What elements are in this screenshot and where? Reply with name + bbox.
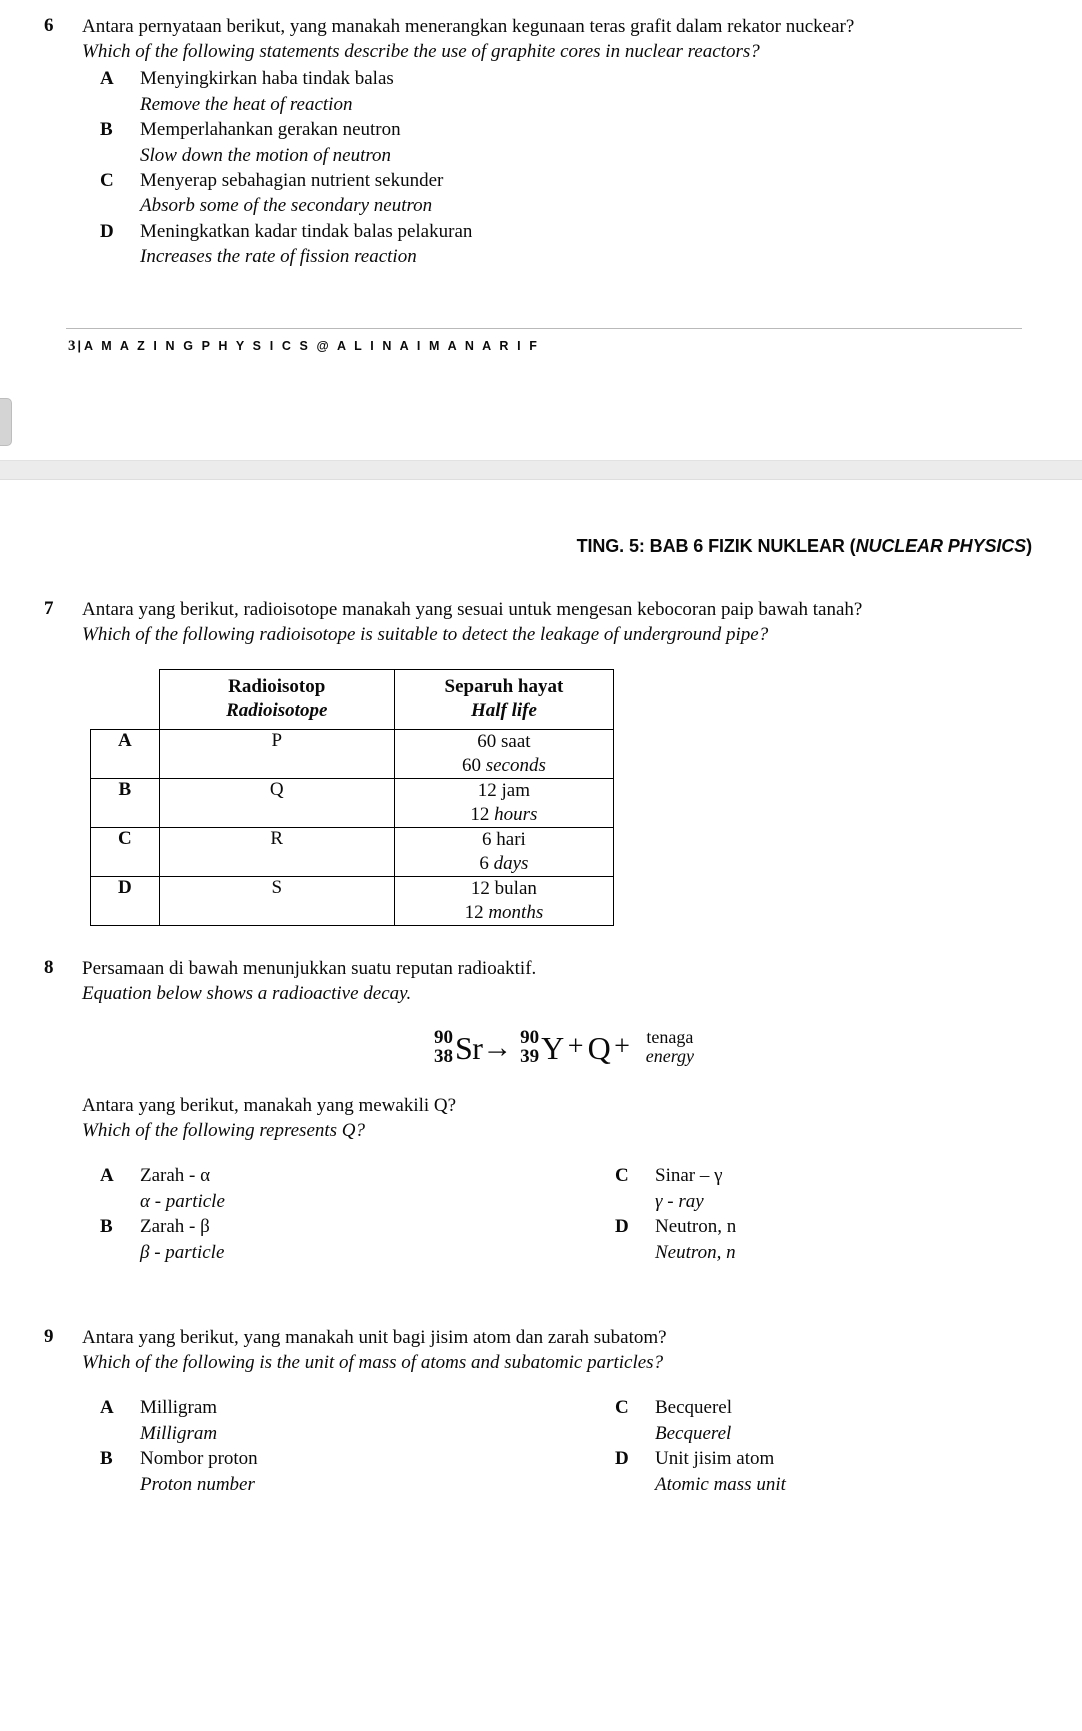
page-title-prefix: TING. 5: BAB 6 FIZIK NUKLEAR (: [576, 536, 856, 556]
option-b[interactable]: [100, 1214, 573, 1265]
page-footer: [36, 329, 1046, 355]
page-title: [36, 536, 1046, 557]
row-b-letter: B: [91, 778, 160, 827]
option-c-letter: C: [100, 169, 114, 191]
scroll-handle[interactable]: [0, 398, 12, 446]
parent-symbol: Sr: [454, 1029, 483, 1066]
option-d-malay: Neutron, n: [655, 1216, 737, 1238]
option-c[interactable]: [100, 168, 1046, 219]
option-b[interactable]: [100, 1446, 573, 1497]
option-b-english: Proton number: [140, 1473, 255, 1495]
row-d-letter: D: [91, 876, 160, 925]
row-d-halflife-number: 12: [464, 901, 484, 923]
option-d-english: Neutron, n: [655, 1241, 736, 1263]
page-title-english: NUCLEAR PHYSICS: [855, 536, 1027, 556]
option-c-malay: Sinar – γ: [655, 1165, 723, 1187]
table-row[interactable]: [91, 778, 614, 827]
question-7-stem-english: Which of the following radioisotope is suitable to detect the leakage of underground pipe?: [82, 624, 769, 646]
question-8-subq-malay: Antara yang berikut, manakah yang mewakili Q?: [82, 1095, 457, 1117]
question-7: [36, 597, 1046, 647]
option-a-malay: Zarah - α: [140, 1165, 211, 1187]
header-radioisotope-malay: Radioisotop: [228, 676, 326, 698]
footer-page-number: 3: [68, 337, 76, 354]
row-a-halflife-english: seconds: [485, 754, 546, 776]
plus-sign-2: +: [614, 1031, 630, 1063]
row-c-isotope: R: [159, 827, 394, 876]
table-corner-cell: [91, 670, 160, 730]
row-a-halflife-malay: 60 saat: [477, 731, 531, 753]
question-8-options-left: [100, 1163, 573, 1265]
question-8-subq-english: Which of the following represents Q?: [82, 1120, 366, 1142]
question-9-options: [82, 1395, 1046, 1497]
energy-malay: tenaga: [646, 1026, 694, 1047]
option-b-english: Slow down the motion of neutron: [140, 144, 392, 166]
footer-credit: A M A Z I N G P H Y S I C S @ A L I N A I M A N A R I F: [84, 338, 540, 353]
row-c-halflife-malay: 6 hari: [482, 828, 526, 850]
question-9-stem-malay: Antara yang berikut, yang manakah unit bagi jisim atom dan zarah subatom?: [82, 1327, 667, 1349]
question-6-options: [82, 66, 1046, 270]
page-break-divider: [0, 460, 1082, 480]
table-row[interactable]: [91, 827, 614, 876]
option-a-english: α - particle: [140, 1190, 225, 1212]
option-b-malay: Nombor proton: [140, 1448, 258, 1470]
row-a-halflife-number: 60: [461, 754, 481, 776]
option-d-english: Atomic mass unit: [655, 1473, 786, 1495]
option-a[interactable]: [100, 1163, 573, 1214]
question-9: [36, 1325, 1046, 1497]
option-c[interactable]: [615, 1163, 1046, 1214]
option-c[interactable]: [615, 1395, 1046, 1446]
option-c-english: Absorb some of the secondary neutron: [140, 195, 433, 217]
question-9-stem-english: Which of the following is the unit of mass of atoms and subatomic particles?: [82, 1352, 664, 1374]
option-a-malay: Milligram: [140, 1397, 218, 1419]
row-c-halflife-number: 6: [479, 852, 489, 874]
option-d[interactable]: [615, 1214, 1046, 1265]
option-c-english: γ - ray: [655, 1190, 704, 1212]
header-radioisotope-english: Radioisotope: [226, 700, 328, 722]
question-8-number: 8: [44, 956, 54, 978]
energy-english: energy: [645, 1046, 695, 1067]
row-c-letter: C: [91, 827, 160, 876]
row-c-halflife: [394, 827, 613, 876]
question-8-options-right: [573, 1163, 1046, 1265]
row-c-halflife-english: days: [493, 852, 529, 874]
row-d-halflife: [394, 876, 613, 925]
row-d-isotope: S: [159, 876, 394, 925]
table-header-radioisotope: [159, 670, 394, 730]
question-9-options-right: [573, 1395, 1046, 1497]
option-c-letter: C: [615, 1165, 629, 1187]
option-b-letter: B: [100, 1216, 113, 1238]
decay-equation-wrapper: [82, 1028, 1046, 1068]
option-a-english: Remove the heat of reaction: [140, 93, 353, 115]
row-a-halflife: [394, 730, 613, 779]
question-6-stem-malay: Antara pernyataan berikut, yang manakah menerangkan kegunaan teras grafit dalam rekator nuckear?: [82, 16, 855, 37]
option-a-letter: A: [100, 1165, 114, 1187]
option-d-english: Increases the rate of fission reaction: [140, 246, 417, 268]
option-a-letter: A: [100, 68, 114, 90]
page-title-suffix: ): [1026, 536, 1032, 556]
decay-equation: [434, 1028, 694, 1068]
unknown-particle: Q: [587, 1029, 611, 1066]
option-d[interactable]: [615, 1446, 1046, 1497]
option-c-letter: C: [615, 1397, 629, 1419]
question-8-stem-english: Equation below shows a radioactive decay.: [82, 982, 412, 1004]
option-d-malay: Unit jisim atom: [655, 1448, 775, 1470]
option-d-letter: D: [615, 1216, 629, 1238]
reaction-arrow-icon: →: [482, 1030, 513, 1064]
plus-sign-1: +: [567, 1031, 584, 1063]
parent-mass-number: 90: [433, 1027, 453, 1049]
row-b-halflife-malay: 12 jam: [477, 779, 531, 801]
row-d-halflife-malay: 12 bulan: [470, 877, 537, 899]
option-c-malay: Becquerel: [655, 1397, 733, 1419]
document-page-2: [0, 480, 1082, 1731]
option-b[interactable]: [100, 117, 1046, 168]
option-b-english: β - particle: [140, 1241, 225, 1263]
row-b-halflife-number: 12: [470, 803, 490, 825]
table-row[interactable]: [91, 876, 614, 925]
option-b-letter: B: [100, 119, 113, 141]
option-b-malay: Memperlahankan gerakan neutron: [140, 119, 401, 141]
option-d[interactable]: [100, 219, 1046, 270]
option-a[interactable]: [100, 1395, 573, 1446]
row-b-halflife: [394, 778, 613, 827]
daughter-nuclide-numbers: [520, 1028, 539, 1067]
question-6-number: 6: [44, 15, 54, 36]
question-9-number: 9: [44, 1326, 54, 1348]
document-page-1: [0, 0, 1082, 460]
daughter-mass-number: 90: [520, 1027, 540, 1049]
option-a-english: Milligram: [140, 1422, 218, 1444]
table-header-row: [91, 670, 614, 730]
parent-atomic-number: 38: [433, 1046, 453, 1068]
question-8-stem-malay: Persamaan di bawah menunjukkan suatu reputan radioaktif.: [82, 957, 537, 979]
question-9-options-left: [100, 1395, 573, 1497]
table-header-halflife: [394, 670, 613, 730]
radioisotope-table: [90, 669, 614, 925]
question-7-number: 7: [44, 598, 54, 619]
row-d-halflife-english: months: [488, 901, 544, 923]
radioisotope-table-wrapper: [36, 669, 1046, 925]
option-c-malay: Menyerap sebahagian nutrient sekunder: [140, 169, 444, 191]
option-a-letter: A: [100, 1397, 114, 1419]
option-d-letter: D: [615, 1448, 629, 1470]
row-b-isotope: Q: [159, 778, 394, 827]
question-6: [36, 14, 1046, 270]
question-8-options: [82, 1163, 1046, 1265]
question-8-subquestion: [82, 1093, 1046, 1143]
daughter-atomic-number: 39: [520, 1046, 540, 1068]
daughter-symbol: Y: [541, 1029, 564, 1066]
option-a-malay: Menyingkirkan haba tindak balas: [140, 68, 394, 90]
row-b-halflife-english: hours: [494, 803, 538, 825]
option-c-english: Becquerel: [655, 1422, 732, 1444]
question-7-stem-malay: Antara yang berikut, radioisotope manakah yang sesuai untuk mengesan kebocoran paip bawah tanah?: [82, 599, 863, 620]
option-a[interactable]: [100, 66, 1046, 117]
footer-separator: |: [77, 338, 81, 353]
row-a-letter: A: [91, 730, 160, 779]
table-row[interactable]: [91, 730, 614, 779]
option-d-malay: Meningkatkan kadar tindak balas pelakuran: [140, 220, 473, 242]
header-halflife-english: Half life: [470, 700, 537, 722]
question-6-stem-english: Which of the following statements describe the use of graphite cores in nuclear reactors?: [82, 41, 760, 63]
energy-term: [646, 1028, 694, 1068]
header-halflife-malay: Separuh hayat: [444, 676, 564, 698]
option-b-letter: B: [100, 1448, 113, 1470]
question-8: [36, 956, 1046, 1266]
option-b-malay: Zarah - β: [140, 1216, 210, 1238]
row-a-isotope: P: [159, 730, 394, 779]
option-d-letter: D: [100, 220, 114, 242]
parent-nuclide-numbers: [434, 1028, 453, 1067]
